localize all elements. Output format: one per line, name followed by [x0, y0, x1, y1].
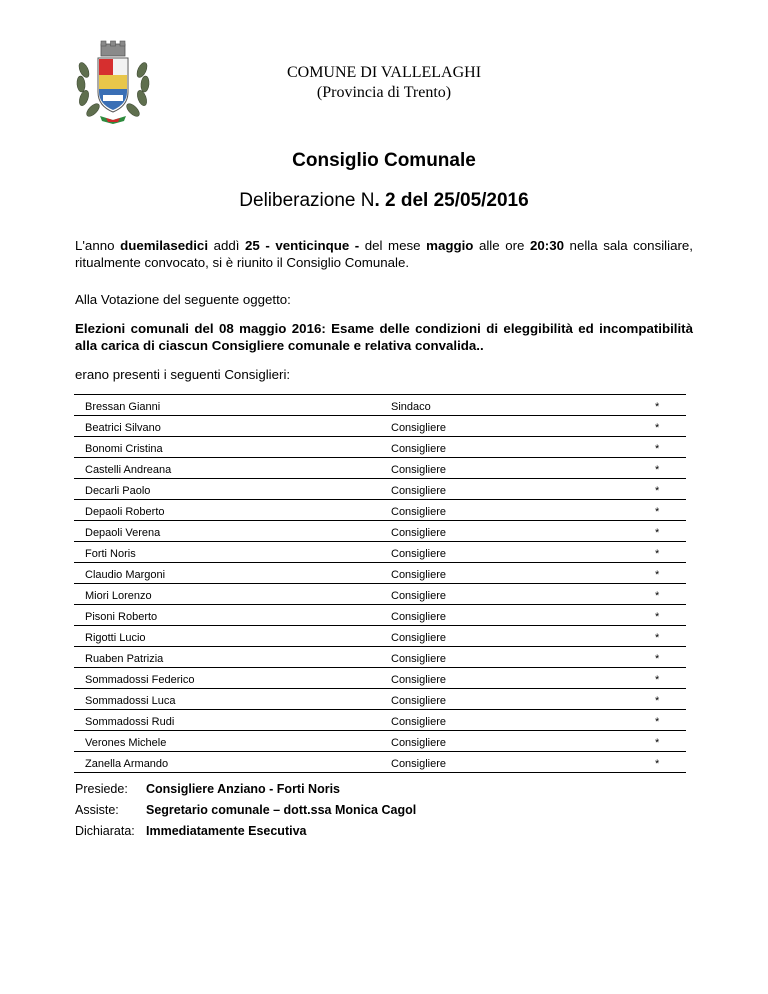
council-member-role: Consigliere [391, 569, 447, 581]
deliberation-title [0, 190, 768, 212]
council-member-name: Castelli Andreana [85, 464, 172, 476]
council-member-role: Consigliere [391, 632, 447, 644]
table-row [74, 458, 686, 479]
table-row [74, 647, 686, 668]
council-member-role: Consigliere [391, 653, 447, 665]
council-member-name: Verones Michele [85, 737, 167, 749]
assiste-value: Segretario comunale – dott.ssa Monica Cagol [146, 803, 417, 817]
table-row [74, 710, 686, 731]
intro-time: 20:30 [529, 238, 564, 253]
council-member-name: Rigotti Lucio [85, 632, 146, 644]
council-member-name: Ruaben Patrizia [85, 653, 164, 665]
council-member-role: Consigliere [391, 506, 447, 518]
presence-mark: * [655, 527, 660, 539]
deliberation-prefix: Deliberazione N [239, 190, 375, 211]
table-row [74, 605, 686, 626]
intro-text: del mese [359, 238, 427, 253]
presence-mark: * [655, 674, 660, 686]
presence-mark: * [655, 485, 660, 497]
presence-mark: * [655, 611, 660, 623]
intro-text: L'anno [75, 238, 121, 253]
intro-text: nella sala consiliare, ritualmente convocato, si è riunito il Consiglio Comunale. [75, 238, 694, 270]
municipality-header [200, 63, 568, 103]
council-member-role: Consigliere [391, 548, 447, 560]
table-row [74, 416, 686, 437]
intro-month: maggio [426, 238, 474, 253]
council-member-name: Bressan Gianni [85, 401, 161, 413]
table-row [74, 563, 686, 584]
council-member-role: Consigliere [391, 485, 447, 497]
presence-mark: * [655, 716, 660, 728]
intro-year: duemilasedici [120, 238, 209, 253]
presence-mark: * [655, 464, 660, 476]
table-row [74, 542, 686, 563]
table-row [74, 626, 686, 647]
table-row [74, 521, 686, 542]
table-row [74, 437, 686, 458]
assiste-label: Assiste: [75, 803, 119, 817]
coat-of-arms-icon [72, 40, 154, 124]
council-member-name: Pisoni Roberto [85, 611, 158, 623]
intro-text: addì [208, 238, 246, 253]
council-member-role: Consigliere [391, 443, 447, 455]
presence-mark: * [655, 443, 660, 455]
table-row [74, 479, 686, 500]
presence-mark: * [655, 758, 660, 770]
presence-mark: * [655, 506, 660, 518]
vote-subject: Elezioni comunali del 08 maggio 2016: Esame delle condizioni di eleggibilità ed incompatibilità alla carica di ciascun Consigliere comunale e relativa convalida.. [75, 321, 693, 353]
council-member-role: Sindaco [391, 401, 431, 413]
intro-paragraph [75, 237, 693, 271]
council-member-name: Claudio Margoni [85, 569, 166, 581]
council-member-role: Consigliere [391, 422, 447, 434]
council-member-name: Beatrici Silvano [85, 422, 161, 434]
table-row [74, 689, 686, 710]
table-row [74, 500, 686, 521]
intro-day: 25 - venticinque - [245, 238, 360, 253]
dichiarata-label: Dichiarata: [75, 824, 135, 838]
deliberation-number: . 2 del 25/05/2016 [374, 190, 529, 211]
vote-label: Alla Votazione del seguente oggetto: [75, 292, 291, 307]
presence-mark: * [655, 695, 660, 707]
document-title: Consiglio Comunale [292, 150, 476, 171]
province-name: (Provincia di Trento) [316, 84, 452, 101]
municipality-name: COMUNE DI VALLELAGHI [286, 64, 482, 81]
presence-mark: * [655, 590, 660, 602]
presiede-label: Presiede: [75, 782, 128, 796]
council-member-role: Consigliere [391, 527, 447, 539]
table-row [74, 731, 686, 752]
presence-mark: * [655, 569, 660, 581]
council-member-name: Sommadossi Rudi [85, 716, 175, 728]
council-member-name: Depaoli Roberto [85, 506, 165, 518]
council-member-name: Depaoli Verena [85, 527, 161, 539]
table-row [74, 752, 686, 773]
council-member-role: Consigliere [391, 464, 447, 476]
presence-mark: * [655, 632, 660, 644]
council-member-role: Consigliere [391, 716, 447, 728]
council-member-role: Consigliere [391, 695, 447, 707]
table-row [74, 584, 686, 605]
dichiarata-value: Immediatamente Esecutiva [146, 824, 307, 838]
council-member-role: Consigliere [391, 674, 447, 686]
council-member-name: Forti Noris [85, 548, 136, 560]
intro-text: alle ore [473, 238, 530, 253]
council-member-name: Sommadossi Federico [85, 674, 195, 686]
council-member-role: Consigliere [391, 758, 447, 770]
presence-mark: * [655, 548, 660, 560]
present-label: erano presenti i seguenti Consiglieri: [75, 367, 291, 382]
table-row [74, 395, 686, 416]
presence-mark: * [655, 653, 660, 665]
presence-mark: * [655, 737, 660, 749]
council-member-name: Bonomi Cristina [85, 443, 163, 455]
council-member-role: Consigliere [391, 590, 447, 602]
table-row [74, 668, 686, 689]
presence-mark: * [655, 422, 660, 434]
council-member-name: Zanella Armando [85, 758, 169, 770]
council-member-name: Miori Lorenzo [85, 590, 152, 602]
council-member-role: Consigliere [391, 737, 447, 749]
presiede-value: Consigliere Anziano - Forti Noris [146, 782, 340, 796]
council-member-role: Consigliere [391, 611, 447, 623]
council-table [74, 394, 686, 773]
council-member-name: Sommadossi Luca [85, 695, 176, 707]
presence-mark: * [655, 401, 660, 413]
council-member-name: Decarli Paolo [85, 485, 151, 497]
